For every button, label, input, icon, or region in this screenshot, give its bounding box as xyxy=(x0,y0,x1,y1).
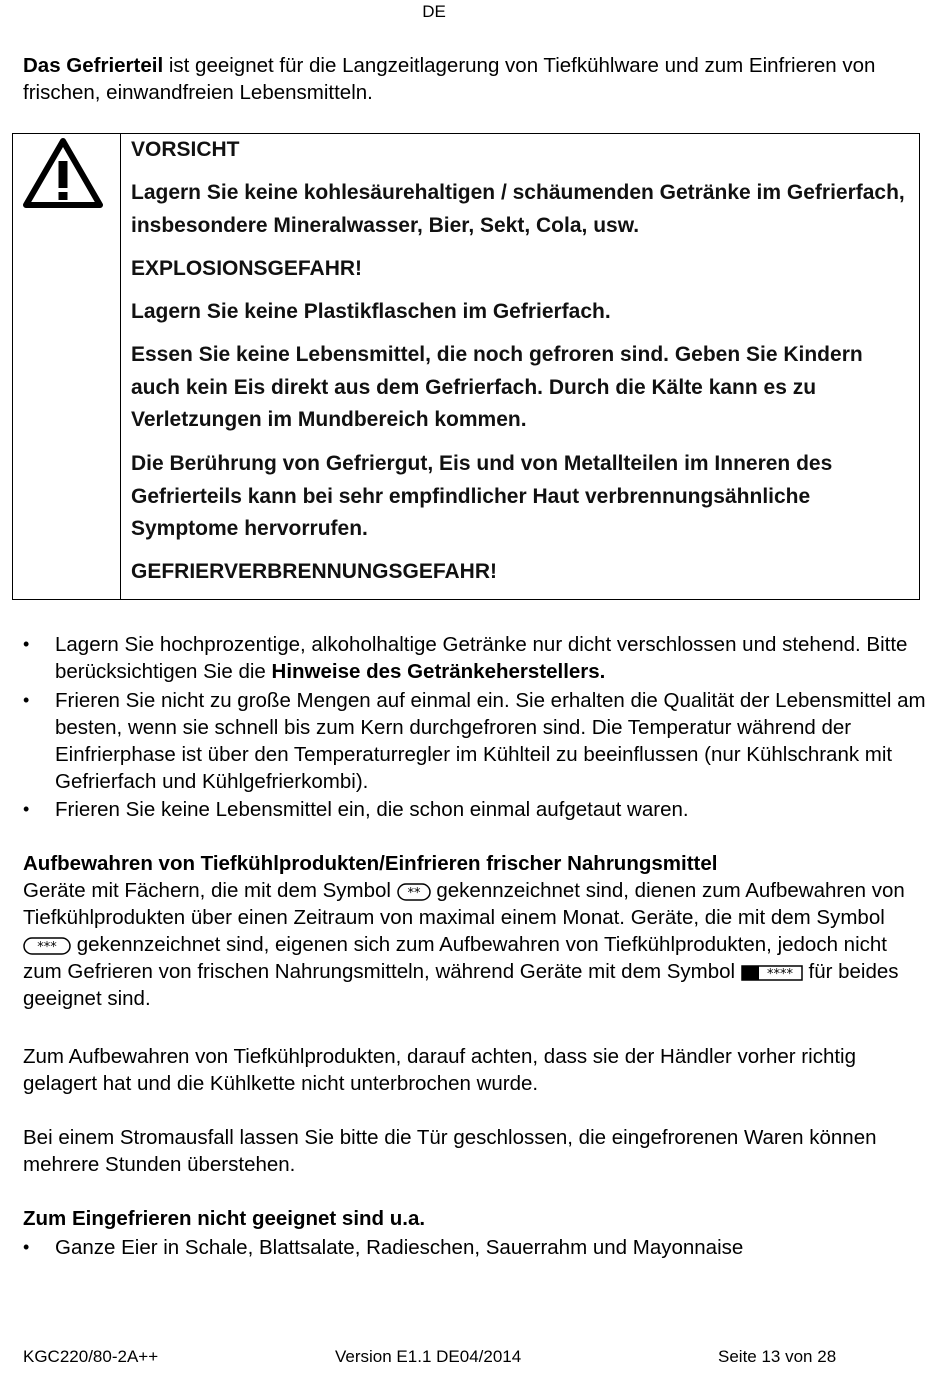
section-heading-storage: Aufbewahren von Tiefkühlprodukten/Einfrieren frischer Nahrungsmittel xyxy=(23,852,718,875)
four-star-symbol-icon xyxy=(741,964,803,982)
two-star-symbol-icon xyxy=(397,883,431,901)
intro-text: ist geeignet für die Langzeitlagerung von Tiefkühlware und zum Einfrieren von frischen, einwandfreien Lebensmitteln. xyxy=(23,54,876,104)
storage-text-2: gekennzeichnet sind, dienen zum Aufbewahren von Tiefkühlprodukten über einen Zeitraum von maximal einem Monat. Geräte, die mit dem Symbol xyxy=(23,879,905,929)
footer-version: Version E1.1 DE04/2014 xyxy=(335,1347,522,1366)
bullet-text: Lagern Sie hochprozentige, alkoholhaltige Getränke nur dicht verschlossen und stehend. Bitte berücksichtigen Sie die xyxy=(55,633,908,683)
four-star-symbol-text: **** xyxy=(766,966,793,982)
language-code: DE xyxy=(422,2,446,21)
intro-bold: Das Gefrierteil xyxy=(23,54,164,77)
storage-paragraph xyxy=(23,877,928,1012)
warning-frozen-food: Essen Sie keine Lebensmittel, die noch gefroren sind. Geben Sie Kindern auch kein Eis direkt aus dem Gefrierfach. Durch die Kälte kann es zu Verletzungen im Mundbereich kommen. xyxy=(131,343,863,431)
three-star-symbol-text: *** xyxy=(37,939,57,955)
storage-text-3: gekennzeichnet sind, eigenen sich zum Aufbewahren von Tiefkühlprodukten, jedoch nicht zum Gefrieren von frischen Nahrungsmitteln, während Geräte mit dem Symbol xyxy=(23,933,887,983)
bullet: • xyxy=(23,799,30,819)
warning-divider xyxy=(120,134,121,599)
bullet-text: Ganze Eier in Schale, Blattsalate, Radieschen, Sauerrahm und Mayonnaise xyxy=(55,1236,744,1259)
bullet: • xyxy=(23,690,30,710)
section-heading-unsuitable: Zum Eingefrieren nicht geeignet sind u.a. xyxy=(23,1207,426,1230)
bullet: • xyxy=(23,1237,30,1257)
three-star-symbol-icon xyxy=(23,937,71,955)
warning-explosion: EXPLOSIONSGEFAHR! xyxy=(131,257,363,280)
bullet-bold: Hinweise des Getränkeherstellers. xyxy=(271,660,606,683)
dealer-paragraph: Zum Aufbewahren von Tiefkühlprodukten, darauf achten, dass sie der Händler vorher richtig gelagert hat und die Kühlkette nicht unterbrochen wurde. xyxy=(23,1045,856,1095)
bullet-text: Frieren Sie nicht zu große Mengen auf einmal ein. Sie erhalten die Qualität der Lebensmittel am besten, wenn sie schnell bis zum Kern durchgefroren sind. Die Temperatur während der Einfrierphase ist über den Temperaturregler im Kühlteil zu beeinflussen (nur Kühlschrank mit Gefrierfach und Kühlgefrierkombi). xyxy=(55,689,926,793)
bullet-text: Frieren Sie keine Lebensmittel ein, die schon einmal aufgetaut waren. xyxy=(55,798,689,821)
warning-frostbite: GEFRIERVERBRENNUNGSGEFAHR! xyxy=(131,560,497,583)
warning-carbonated: Lagern Sie keine kohlesäurehaltigen / schäumenden Getränke im Gefrierfach, insbesondere Mineralwasser, Bier, Sekt, Cola, usw. xyxy=(131,181,905,237)
footer-model: KGC220/80-2A++ xyxy=(23,1347,159,1366)
two-star-symbol-text: ** xyxy=(407,885,421,901)
warning-box xyxy=(12,133,920,600)
bullet: • xyxy=(23,634,30,654)
storage-text-1: Geräte mit Fächern, die mit dem Symbol xyxy=(23,879,397,902)
warning-frostbite-contact: Die Berührung von Gefriergut, Eis und von Metallteilen im Inneren des Gefrierteils kann bei sehr empfindlicher Haut verbrennungsähnliche Symptome hervorrufen. xyxy=(131,452,833,540)
power-outage-paragraph: Bei einem Stromausfall lassen Sie bitte die Tür geschlossen, die eingefrorenen Waren können mehrere Stunden überstehen. xyxy=(23,1126,877,1176)
intro-paragraph xyxy=(23,52,928,106)
warning-triangle-icon xyxy=(23,137,103,209)
storage-text-4: für beides geeignet sind. xyxy=(23,960,899,1010)
warning-plastic-bottles: Lagern Sie keine Plastikflaschen im Gefrierfach. xyxy=(131,300,611,323)
footer-page-number: Seite 13 von 28 xyxy=(718,1347,837,1366)
warning-title: VORSICHT xyxy=(131,138,240,161)
